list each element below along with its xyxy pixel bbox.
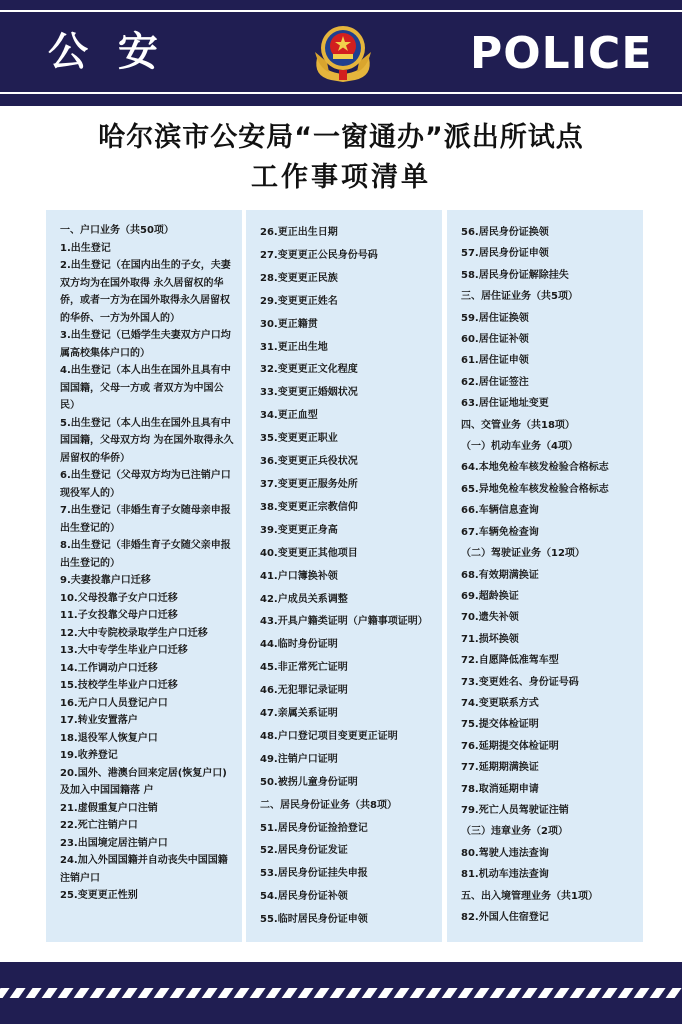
list-item: 46.无犯罪记录证明 bbox=[260, 685, 348, 697]
list-item: 52.居民身份证发证 bbox=[260, 845, 348, 857]
list-item: 22.死亡注销户口 bbox=[60, 820, 138, 831]
list-item: 56.居民身份证换领 bbox=[461, 227, 549, 238]
list-item: 58.居民身份证解除挂失 bbox=[461, 269, 569, 281]
list-item: 3.出生登记（已婚学生夫妻双方户口均属高校集体户口的） bbox=[60, 330, 231, 359]
list-item: 16.无户口人员登记户口 bbox=[60, 697, 168, 709]
list-item: 28.变更更正民族 bbox=[260, 272, 338, 284]
list-item: 50.被拐儿童身份证明 bbox=[260, 776, 358, 788]
list-item: 69.超龄换证 bbox=[461, 590, 519, 602]
list-item: 81.机动车违法查询 bbox=[461, 869, 549, 881]
list-item: 32.变更更正文化程度 bbox=[260, 364, 358, 376]
list-item: 43.开具户籍类证明（户籍事项证明） bbox=[260, 616, 428, 628]
list-item: 64.本地免检车核发检验合格标志 bbox=[461, 462, 609, 474]
list-item: 11.子女投靠父母户口迁移 bbox=[60, 610, 178, 621]
list-item: 9.夫妻投靠户口迁移 bbox=[60, 575, 151, 586]
list-item: 79.死亡人员驾驶证注销 bbox=[461, 804, 569, 816]
list-item: 5.出生登记（本人出生在国外且具有中国国籍，父母双方均 为在国外取得永久居留权的华侨） bbox=[60, 417, 234, 464]
list-item: 72.自愿降低准驾车型 bbox=[461, 655, 559, 667]
list-item: 18.退役军人恢复户口 bbox=[60, 732, 158, 744]
title-line-1: 哈尔滨市公安局“一窗通办”派出所试点 bbox=[98, 122, 584, 153]
list-item: 33.变更更正婚姻状况 bbox=[260, 387, 358, 399]
list-item: 42.户成员关系调整 bbox=[260, 593, 348, 605]
list-item: 41.户口簿换补领 bbox=[260, 570, 338, 582]
list-item: 21.虚假重复户口注销 bbox=[60, 802, 158, 814]
list-item: 29.变更更正姓名 bbox=[260, 295, 338, 307]
police-emblem-icon bbox=[311, 18, 375, 84]
list-item: 8.出生登记（非婚生育子女随父亲申报出生登记的） bbox=[60, 540, 231, 569]
page-title bbox=[0, 118, 682, 198]
list-item: 20.国外、港澳台回来定居(恢复户口)及加入中国国籍落 户 bbox=[60, 767, 227, 796]
list-item: 59.居住证换领 bbox=[461, 312, 529, 324]
footer-banner bbox=[0, 962, 682, 1024]
list-item: 34.更正血型 bbox=[260, 410, 318, 422]
list-item: 71.损坏换领 bbox=[461, 633, 519, 645]
column-3 bbox=[447, 210, 643, 942]
list-item: 35.变更更正职业 bbox=[260, 433, 338, 445]
list-item: 49.注销户口证明 bbox=[260, 753, 338, 765]
list-item: 2.出生登记（在国内出生的子女，夫妻双方均为在国外取得 永久居留权的华侨，或者一方为在国外取得永久居留权的华侨、一方为外国人的） bbox=[60, 260, 231, 324]
list-item: 一、户口业务（共50项） bbox=[60, 225, 174, 236]
list-item: 70.遗失补领 bbox=[461, 612, 519, 624]
list-item: 五、出入境管理业务（共1项） bbox=[461, 890, 598, 902]
list-item: 24.加入外国国籍并自动丧失中国国籍注销户口 bbox=[60, 855, 228, 884]
list-item: 30.更正籍贯 bbox=[260, 318, 318, 330]
list-item: 75.提交体检证明 bbox=[461, 719, 539, 731]
list-item: 51.居民身份证捡拾登记 bbox=[260, 822, 368, 834]
list-item: 二、居民身份证业务（共8项） bbox=[260, 799, 397, 811]
list-item: 四、交管业务（共18项） bbox=[461, 419, 575, 431]
list-item: 38.变更更正宗教信仰 bbox=[260, 501, 358, 513]
list-item: 62.居住证签注 bbox=[461, 376, 529, 388]
list-item: 45.非正常死亡证明 bbox=[260, 662, 348, 674]
list-item: 26.更正出生日期 bbox=[260, 227, 338, 238]
list-item: 66.车辆信息查询 bbox=[461, 505, 539, 517]
column-1 bbox=[46, 210, 242, 942]
list-item: 80.驾驶人违法查询 bbox=[461, 847, 549, 859]
list-item: 27.变更更正公民身份号码 bbox=[260, 249, 378, 261]
header-stripe-bottom bbox=[0, 92, 682, 94]
list-item: 53.居民身份证挂失申报 bbox=[260, 868, 368, 880]
list-item: 10.父母投靠子女户口迁移 bbox=[60, 592, 178, 604]
list-item: 17.转业安置落户 bbox=[60, 715, 138, 726]
list-item: 40.变更更正其他项目 bbox=[260, 547, 358, 559]
list-item: 6.出生登记（父母双方均为已注销户口现役军人的） bbox=[60, 470, 231, 499]
list-item: 78.取消延期申请 bbox=[461, 783, 539, 795]
list-item: 三、居住证业务（共5项） bbox=[461, 291, 578, 303]
header-stripe-top bbox=[0, 10, 682, 12]
list-item: （一）机动车业务（4项） bbox=[461, 441, 578, 453]
list-item: 44.临时身份证明 bbox=[260, 639, 338, 651]
list-item: 77.延期期满换证 bbox=[461, 762, 539, 774]
list-item: 13.大中专学生毕业户口迁移 bbox=[60, 645, 188, 656]
header-left-text: 公 安 bbox=[48, 29, 166, 75]
list-item: 48.户口登记项目变更更正证明 bbox=[260, 730, 398, 742]
list-item: 31.更正出生地 bbox=[260, 341, 328, 353]
list-item: 19.收养登记 bbox=[60, 750, 118, 761]
header-right-text: POLICE bbox=[470, 28, 653, 79]
list-item: 68.有效期满换证 bbox=[461, 569, 539, 581]
footer-checker-band bbox=[0, 986, 682, 1000]
list-item: 12.大中专院校录取学生户口迁移 bbox=[60, 627, 208, 639]
list-item: 65.异地免检车核发检验合格标志 bbox=[461, 483, 609, 495]
list-item: 73.变更姓名、身份证号码 bbox=[461, 676, 579, 688]
list-item: （三）违章业务（2项） bbox=[461, 826, 568, 838]
list-item: 76.延期提交体检证明 bbox=[461, 740, 559, 752]
list-item: 57.居民身份证申领 bbox=[461, 248, 549, 260]
list-item: 61.居住证申领 bbox=[461, 355, 529, 367]
list-item: 74.变更联系方式 bbox=[461, 697, 539, 709]
list-item: 47.亲属关系证明 bbox=[260, 708, 338, 720]
list-item: 82.外国人住宿登记 bbox=[461, 912, 549, 923]
list-item: 67.车辆免检查询 bbox=[461, 526, 539, 538]
list-item: 1.出生登记 bbox=[60, 242, 111, 254]
list-item: 23.出国境定居注销户口 bbox=[60, 837, 168, 849]
list-item: 54.居民身份证补领 bbox=[260, 891, 348, 903]
list-item: （二）驾驶证业务（12项） bbox=[461, 548, 585, 560]
header-banner bbox=[0, 0, 682, 106]
list-item: 63.居住证地址变更 bbox=[461, 398, 549, 410]
list-item: 14.工作调动户口迁移 bbox=[60, 662, 158, 674]
list-item: 60.居住证补领 bbox=[461, 334, 529, 346]
list-item: 39.变更更正身高 bbox=[260, 524, 338, 536]
column-2 bbox=[246, 210, 442, 942]
list-item: 55.临时居民身份证申领 bbox=[260, 914, 368, 926]
list-item: 4.出生登记（本人出生在国外且具有中国国籍，父母一方或 者双方为中国公民） bbox=[60, 365, 231, 411]
list-item: 36.变更更正兵役状况 bbox=[260, 456, 358, 468]
list-item: 37.变更更正服务处所 bbox=[260, 478, 358, 490]
title-line-2: 工作事项清单 bbox=[251, 162, 431, 193]
list-item: 15.技校学生毕业户口迁移 bbox=[60, 680, 178, 691]
list-item: 7.出生登记（非婚生育子女随母亲申报出生登记的） bbox=[60, 505, 231, 534]
list-item: 25.变更更正性别 bbox=[60, 890, 138, 901]
